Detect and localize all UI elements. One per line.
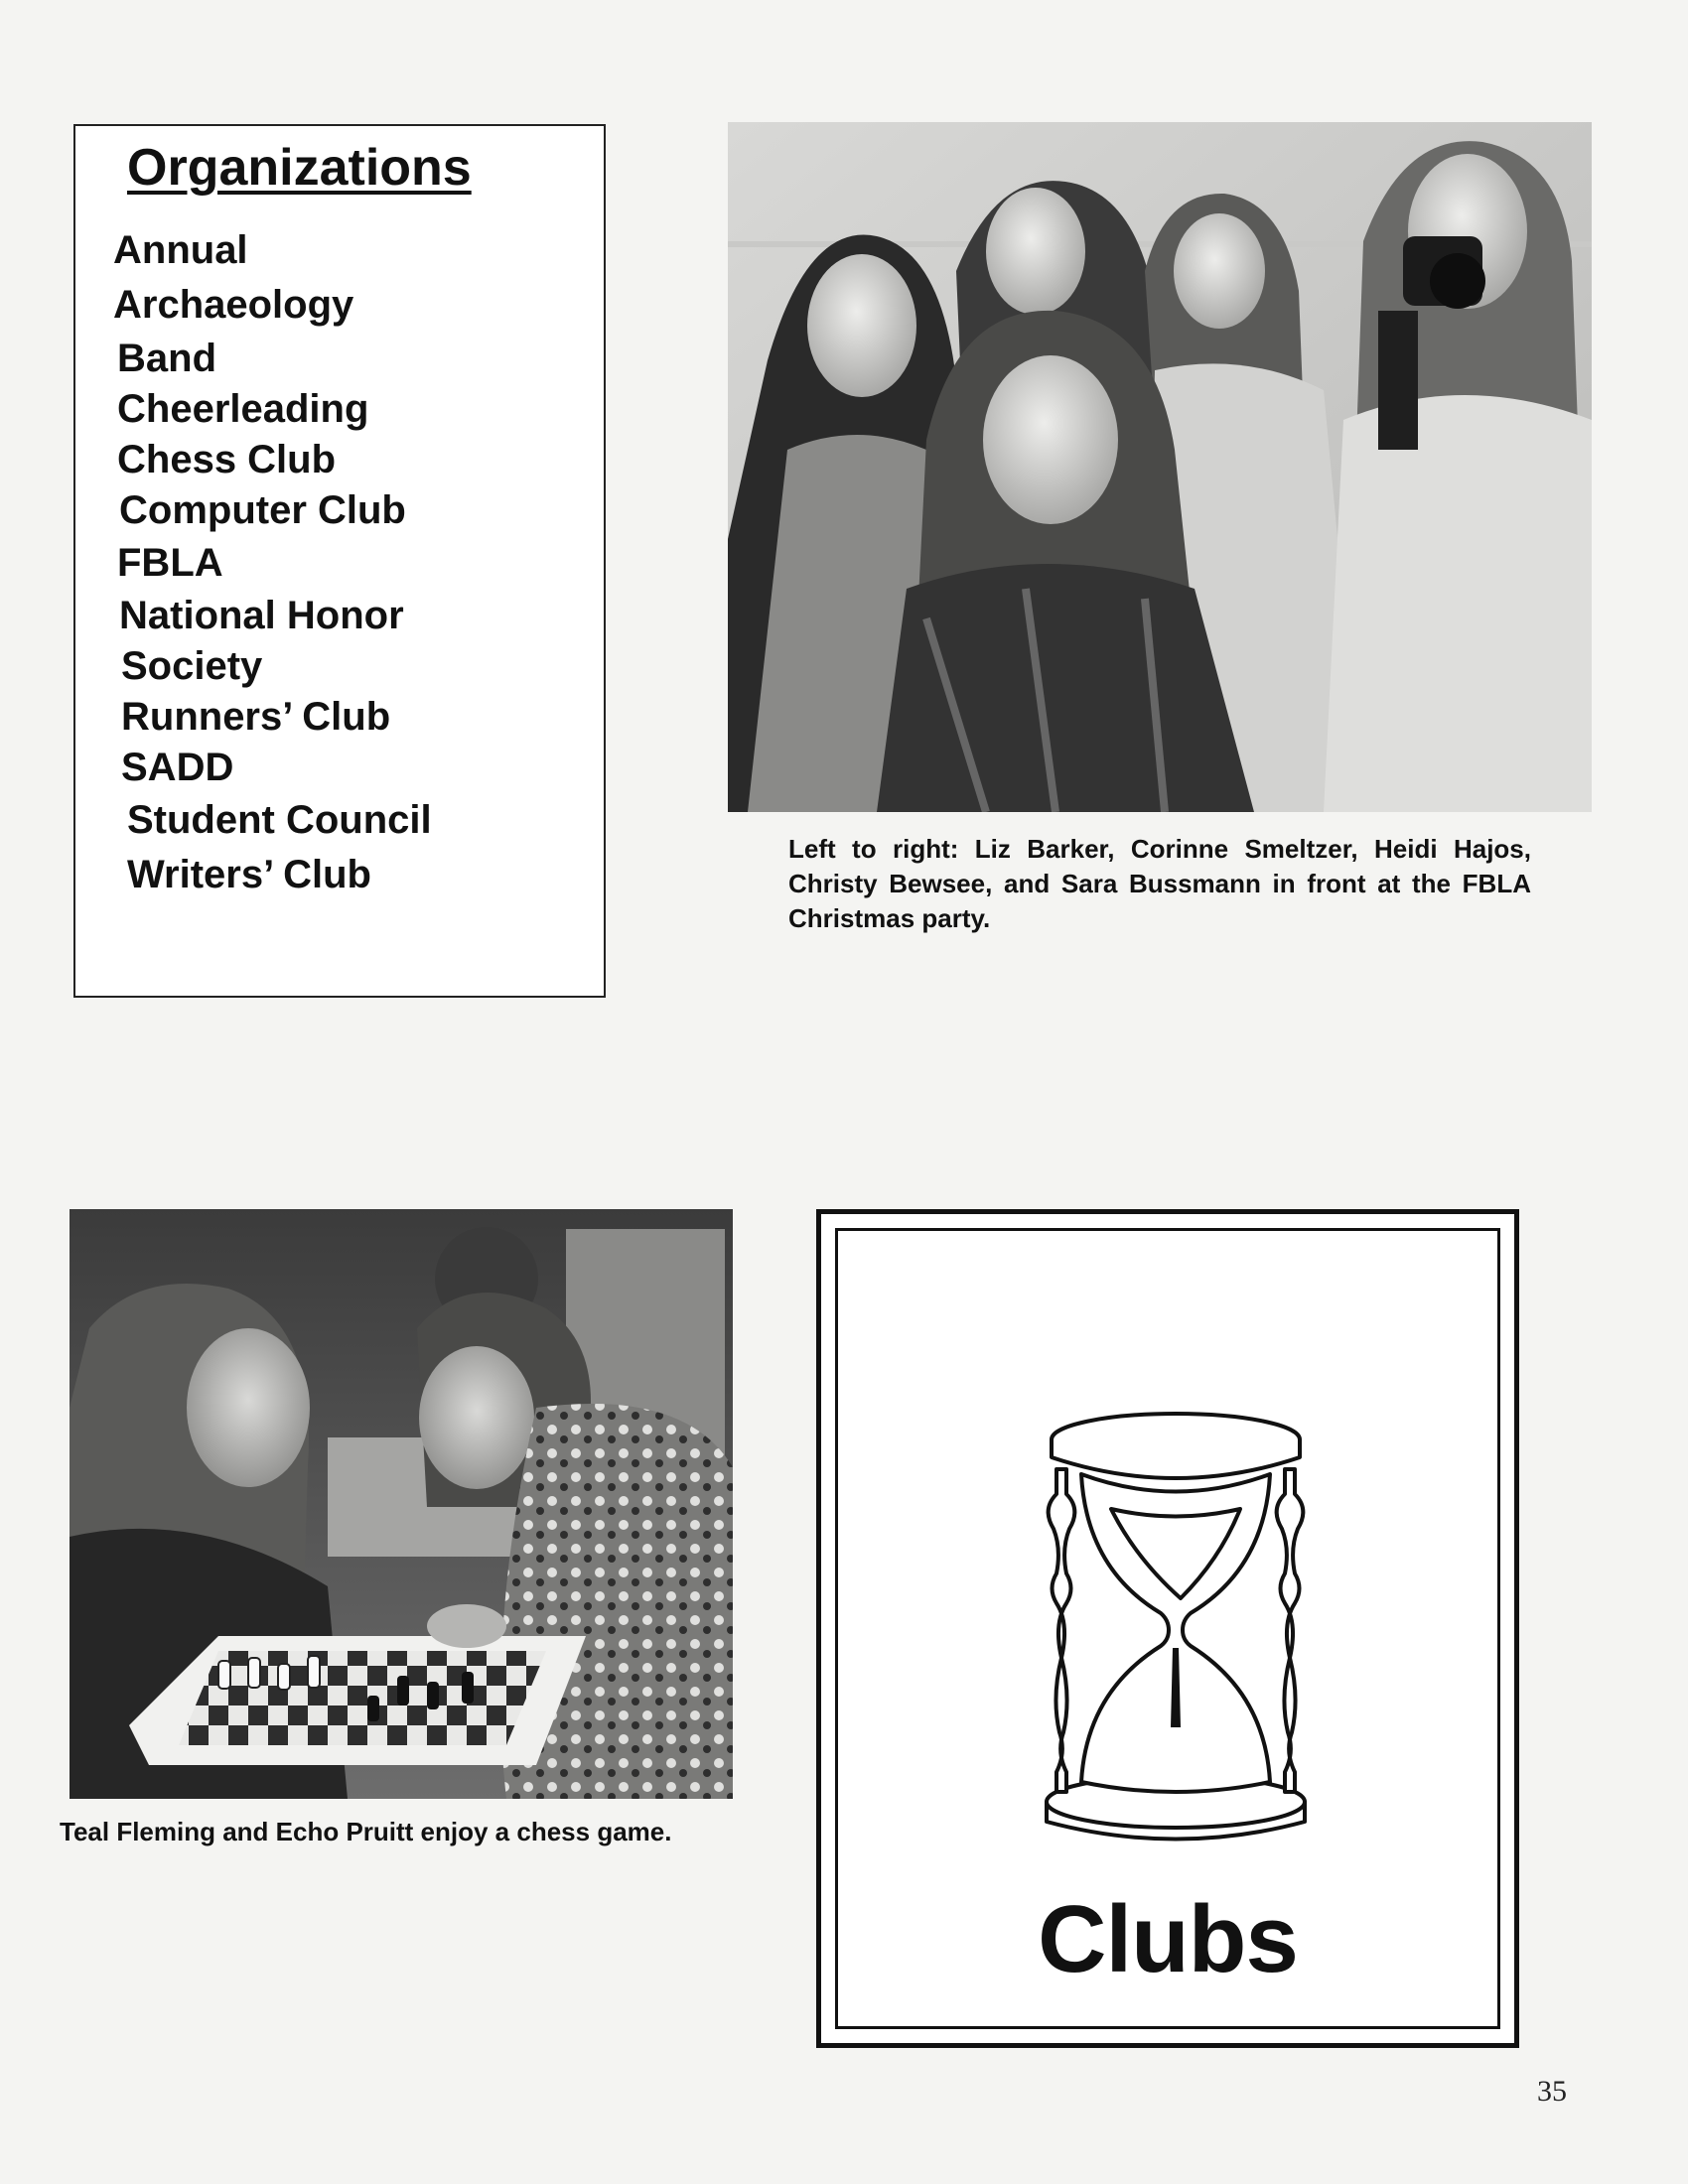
list-item: Archaeology [113, 283, 354, 327]
chess-photo-image [70, 1209, 733, 1799]
chess-game-photo [70, 1209, 733, 1799]
list-item: Cheerleading [117, 387, 369, 431]
list-item: Annual [113, 228, 248, 272]
list-item: SADD [121, 746, 234, 789]
list-item: Band [117, 337, 216, 380]
clubs-panel [816, 1209, 1519, 2048]
list-item: Society [121, 644, 263, 688]
page-number: 35 [1537, 2075, 1567, 2108]
list-item: FBLA [117, 541, 223, 585]
fbla-photo-caption: Left to right: Liz Barker, Corinne Smeltzer, Heidi Hajos, Christy Bewsee, and Sara Bussmann in front at the FBLA Christmas party. [788, 834, 1531, 933]
fbla-group-photo [728, 122, 1592, 812]
list-item: Student Council [127, 798, 432, 842]
list-item: National Honor [119, 594, 404, 637]
clubs-panel-inner-border [835, 1228, 1500, 2029]
list-item: Chess Club [117, 438, 337, 481]
organizations-title: Organizations [127, 139, 472, 197]
fbla-photo-image [728, 122, 1592, 812]
list-item: Runners’ Club [121, 695, 391, 739]
list-item: Writers’ Club [127, 853, 371, 896]
chess-photo-caption: Teal Fleming and Echo Pruitt enjoy a chess game. [60, 1817, 672, 1846]
hourglass-icon [1042, 1400, 1310, 1846]
organizations-list [113, 225, 432, 902]
list-item: Computer Club [119, 488, 406, 532]
clubs-label: Clubs [1038, 1886, 1298, 1992]
organizations-box [73, 124, 606, 998]
